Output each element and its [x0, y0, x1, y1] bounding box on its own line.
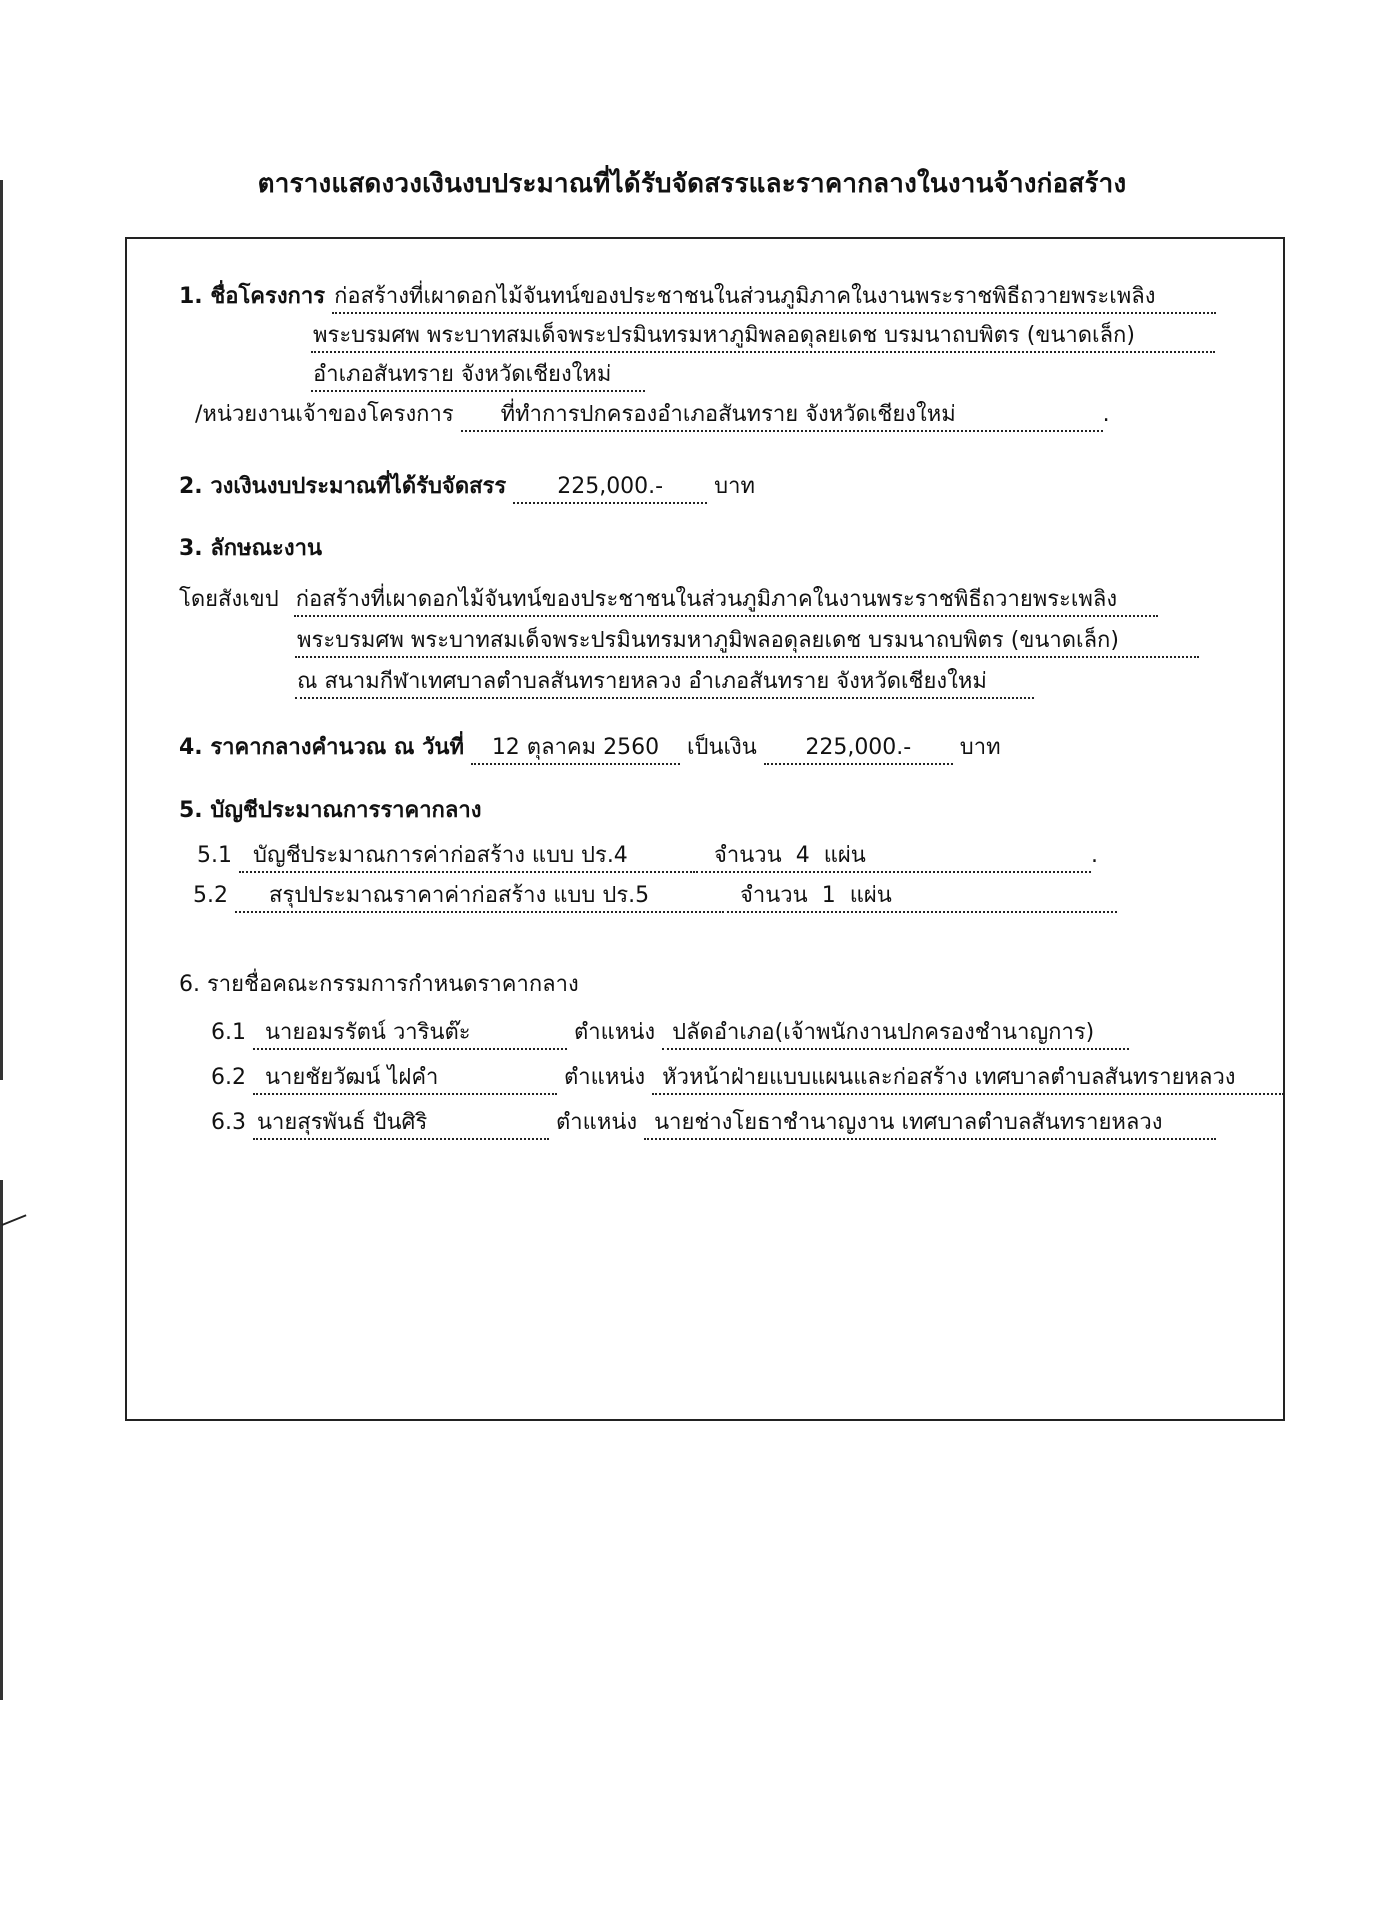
content-frame: [125, 237, 1285, 1421]
median-price-label: 4. ราคากลางคำนวณ ณ วันที่: [179, 735, 464, 760]
budget-row: [179, 472, 755, 504]
work-summary-row: [179, 585, 1158, 617]
budget-label: 2. วงเงินงบประมาณที่ได้รับจัดสรร: [179, 474, 507, 499]
estimate-item-text: บัญชีประมาณการค่าก่อสร้าง แบบ ปร.4: [239, 841, 695, 873]
budget-value: 225,000.-: [513, 472, 707, 504]
committee-member-position-label: ตำแหน่ง: [556, 1110, 638, 1135]
estimate-item-end: .: [1091, 843, 1098, 868]
committee-member-num: 6.1: [211, 1020, 246, 1045]
committee-member-name: นายอมรรัตน์ วารินต๊ะ: [253, 1018, 567, 1050]
median-price-row: [179, 733, 1001, 765]
committee-member-position-label: ตำแหน่ง: [564, 1065, 646, 1090]
committee-member-position: ปลัดอำเภอ(เจ้าพนักงานปกครองชำนาญการ): [662, 1018, 1129, 1050]
committee-member-name: นายสุรพันธ์ ปันศิริ: [253, 1108, 549, 1140]
budget-unit: บาท: [714, 474, 755, 499]
estimate-item: [193, 881, 1117, 913]
project-name-line2: พระบรมศพ พระบาทสมเด็จพระปรมินทรมหาภูมิพลอดุลยเดช บรมนาถบพิตร (ขนาดเล็ก): [311, 321, 1215, 353]
project-owner-label: /หน่วยงานเจ้าของโครงการ: [195, 402, 454, 427]
committee-member: [211, 1018, 1129, 1050]
estimate-item: [197, 841, 1098, 873]
committee-member-num: 6.3: [211, 1110, 246, 1135]
scan-hook-mark: [2, 1214, 27, 1226]
work-summary-label: โดยสังเขป: [179, 587, 279, 612]
estimate-item-count: จำนวน 1 แผ่น: [722, 881, 1117, 913]
document-title: ตารางแสดงวงเงินงบประมาณที่ได้รับจัดสรรและราคากลางในงานจ้างก่อสร้าง: [257, 169, 1127, 199]
work-type-label: 3. ลักษณะงาน: [179, 536, 322, 561]
work-summary-line2: พระบรมศพ พระบาทสมเด็จพระปรมินทรมหาภูมิพลอดุลยเดช บรมนาถบพิตร (ขนาดเล็ก): [295, 626, 1199, 658]
median-price-amount-label: เป็นเงิน: [686, 735, 757, 760]
project-name-line3: อำเภอสันทราย จังหวัดเชียงใหม่: [311, 360, 645, 392]
committee-member: [211, 1108, 1216, 1140]
estimate-item-count: จำนวน 4 แผ่น: [696, 841, 1091, 873]
project-owner-value: ที่ทำการปกครองอำเภอสันทราย จังหวัดเชียงใหม่: [461, 400, 1103, 432]
project-name-row: [179, 282, 1216, 314]
project-owner-end: .: [1102, 402, 1110, 427]
work-summary-line1: ก่อสร้างที่เผาดอกไม้จันทน์ของประชาชนในส่วนภูมิภาคในงานพระราชพิธีถวายพระเพลิง: [294, 585, 1158, 617]
estimate-list-label: 5. บัญชีประมาณการราคากลาง: [179, 798, 482, 823]
committee-member-name: นายชัยวัฒน์ ไฝคำ: [253, 1063, 557, 1095]
committee-member-num: 6.2: [211, 1065, 246, 1090]
project-name-label: 1. ชื่อโครงการ: [179, 284, 326, 309]
median-price-amount: 225,000.-: [764, 733, 953, 765]
project-name-line1: ก่อสร้างที่เผาดอกไม้จันทน์ของประชาชนในส่วนภูมิภาคในงานพระราชพิธีถวายพระเพลิง: [332, 282, 1216, 314]
estimate-item-num: 5.2: [193, 883, 228, 908]
project-owner-row: [195, 400, 1110, 432]
work-summary-line3: ณ สนามกีฬาเทศบาลตำบลสันทรายหลวง อำเภอสันทราย จังหวัดเชียงใหม่: [295, 667, 1034, 699]
committee-member-position: นายช่างโยธาชำนาญงาน เทศบาลตำบลสันทรายหลวง: [644, 1108, 1216, 1140]
estimate-item-num: 5.1: [197, 843, 232, 868]
committee-label: 6. รายชื่อคณะกรรมการกำหนดราคากลาง: [179, 972, 579, 997]
estimate-item-text: สรุปประมาณราคาค่าก่อสร้าง แบบ ปร.5: [235, 881, 721, 913]
median-price-unit: บาท: [959, 735, 1001, 760]
median-price-date: 12 ตุลาคม 2560: [471, 733, 680, 765]
committee-member-position: หัวหน้าฝ่ายแบบแผนและก่อสร้าง เทศบาลตำบลสันทรายหลวง: [652, 1063, 1284, 1095]
scan-edge-mark: [0, 180, 3, 1080]
committee-member: [211, 1063, 1284, 1095]
committee-member-position-label: ตำแหน่ง: [574, 1020, 656, 1045]
scan-edge-mark: [0, 1180, 3, 1700]
